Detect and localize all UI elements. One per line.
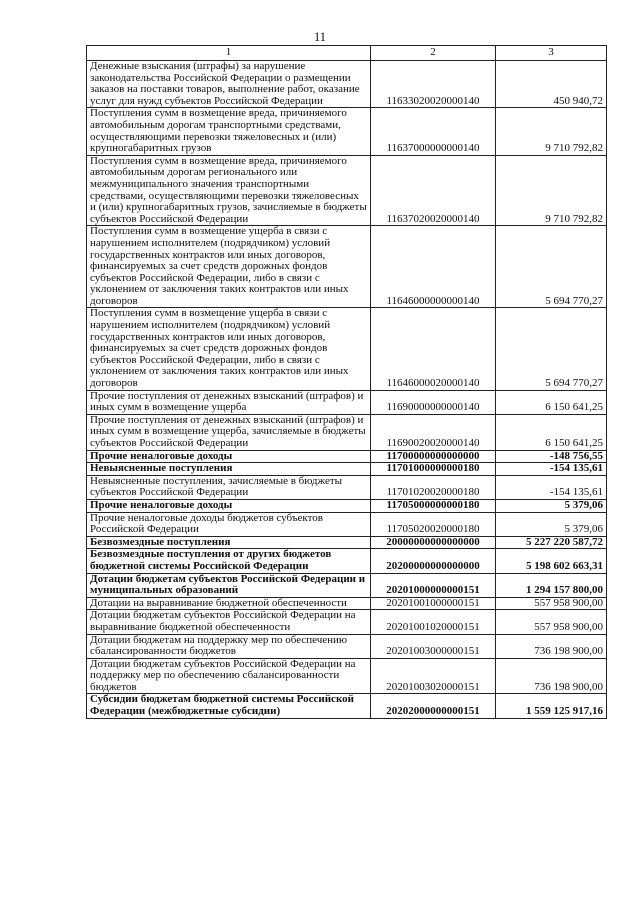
row-amount: 557 958 900,00 (496, 597, 607, 610)
header-row (87, 46, 607, 61)
table-row (87, 390, 607, 414)
row-amount: 557 958 900,00 (496, 610, 607, 634)
row-code: 11690000000000140 (371, 390, 496, 414)
table-row (87, 108, 607, 155)
header-col-3: 3 (496, 46, 607, 61)
row-code: 20202000000000151 (371, 694, 496, 718)
row-amount: 5 379,06 (496, 499, 607, 512)
row-amount: 5 198 602 663,31 (496, 549, 607, 573)
row-name: Дотации бюджетам на поддержку мер по обеспечению сбалансированности бюджетов (87, 634, 371, 658)
row-code: 20201003020000151 (371, 658, 496, 694)
row-name: Прочие неналоговые доходы бюджетов субъектов Российской Федерации (87, 512, 371, 536)
table-row (87, 450, 607, 463)
row-name: Дотации бюджетам субъектов Российской Федерации и муниципальных образований (87, 573, 371, 597)
row-name: Прочие неналоговые доходы (87, 499, 371, 512)
row-name: Прочие поступления от денежных взысканий (штрафов) и иных сумм в возмещение ущерба, зачисляемые в бюджеты субъектов Российской Федерации (87, 414, 371, 450)
table-body (87, 61, 607, 719)
row-amount: 5 227 220 587,72 (496, 536, 607, 549)
table-row (87, 573, 607, 597)
table-row (87, 226, 607, 308)
row-code: 20201001000000151 (371, 597, 496, 610)
header-col-2: 2 (371, 46, 496, 61)
table-row (87, 694, 607, 718)
table-row (87, 536, 607, 549)
row-code: 11633020020000140 (371, 61, 496, 108)
row-amount: 9 710 792,82 (496, 108, 607, 155)
table-row (87, 597, 607, 610)
table-row (87, 414, 607, 450)
row-name: Дотации бюджетам субъектов Российской Федерации на выравнивание бюджетной обеспеченности (87, 610, 371, 634)
table-row (87, 61, 607, 108)
row-name: Дотации бюджетам субъектов Российской Федерации на поддержку мер по обеспечению сбалансированности бюджетов (87, 658, 371, 694)
row-code: 11646000020000140 (371, 308, 496, 390)
table-row (87, 155, 607, 226)
row-amount: 1 294 157 800,00 (496, 573, 607, 597)
row-name: Поступления сумм в возмещение вреда, причиняемого автомобильным дорогам регионального или межмуниципального значения транспортными средствами, осуществляющими перевозки тяжеловесных и (или) крупногабаритных грузов, зачисляемые в бюджеты субъектов Российской Федерации (87, 155, 371, 226)
table-row (87, 308, 607, 390)
row-amount: 736 198 900,00 (496, 658, 607, 694)
table-row (87, 658, 607, 694)
row-code: 11701020020000180 (371, 475, 496, 499)
row-code: 20200000000000000 (371, 549, 496, 573)
row-code: 20201000000000151 (371, 573, 496, 597)
page-number: 11 (313, 30, 327, 44)
table-row (87, 549, 607, 573)
row-name: Прочие поступления от денежных взысканий (штрафов) и иных сумм в возмещение ущерба (87, 390, 371, 414)
table-row (87, 610, 607, 634)
row-name: Поступления сумм в возмещение вреда, причиняемого автомобильным дорогам транспортными средствами, осуществляющими перевозки тяжеловесных и (или) крупногабаритных грузов (87, 108, 371, 155)
row-code: 20201001020000151 (371, 610, 496, 634)
row-amount: 9 710 792,82 (496, 155, 607, 226)
row-code: 11705020020000180 (371, 512, 496, 536)
row-amount: 6 150 641,25 (496, 414, 607, 450)
row-name: Дотации на выравнивание бюджетной обеспеченности (87, 597, 371, 610)
table-row (87, 512, 607, 536)
row-amount: -154 135,61 (496, 463, 607, 476)
row-name: Поступления сумм в возмещение ущерба в связи с нарушением исполнителем (подрядчиком) условий государственных контрактов или иных договоров, финансируемых за счет средств дорожных фондов субъектов Российской Федерации, либо в связи с уклонением от заключения таких контрактов или иных договоров (87, 226, 371, 308)
row-amount: -148 756,55 (496, 450, 607, 463)
table-row (87, 499, 607, 512)
row-name: Прочие неналоговые доходы (87, 450, 371, 463)
row-code: 11700000000000000 (371, 450, 496, 463)
table-row (87, 634, 607, 658)
row-code: 11646000000000140 (371, 226, 496, 308)
row-amount: 1 559 125 917,16 (496, 694, 607, 718)
row-name: Денежные взыскания (штрафы) за нарушение законодательства Российской Федерации о размещении заказов на поставки товаров, выполнение работ, оказание услуг для нужд субъектов Российской Федерации (87, 61, 371, 108)
row-code: 11701000000000180 (371, 463, 496, 476)
row-code: 11705000000000180 (371, 499, 496, 512)
row-amount: 6 150 641,25 (496, 390, 607, 414)
row-name: Безвозмездные поступления от других бюджетов бюджетной системы Российской Федерации (87, 549, 371, 573)
row-code: 11690020020000140 (371, 414, 496, 450)
row-name: Поступления сумм в возмещение ущерба в связи с нарушением исполнителем (подрядчиком) условий государственных контрактов или иных договоров, финансируемых за счет средств дорожных фондов субъектов Российской Федерации, либо в связи с уклонением от заключения таких контрактов или иных договоров (87, 308, 371, 390)
row-name: Невыясненные поступления (87, 463, 371, 476)
row-name: Безвозмездные поступления (87, 536, 371, 549)
table-row (87, 475, 607, 499)
row-amount: 450 940,72 (496, 61, 607, 108)
table-row (87, 463, 607, 476)
row-amount: 5 694 770,27 (496, 226, 607, 308)
row-amount: 5 379,06 (496, 512, 607, 536)
revenue-table (86, 45, 607, 719)
row-amount: 736 198 900,00 (496, 634, 607, 658)
row-code: 20201003000000151 (371, 634, 496, 658)
row-code: 11637000000000140 (371, 108, 496, 155)
header-col-1: 1 (87, 46, 371, 61)
row-code: 20000000000000000 (371, 536, 496, 549)
row-amount: 5 694 770,27 (496, 308, 607, 390)
row-code: 11637020020000140 (371, 155, 496, 226)
row-name: Субсидии бюджетам бюджетной системы Российской Федерации (межбюджетные субсидии) (87, 694, 371, 718)
row-name: Невыясненные поступления, зачисляемые в бюджеты субъектов Российской Федерации (87, 475, 371, 499)
row-amount: -154 135,61 (496, 475, 607, 499)
